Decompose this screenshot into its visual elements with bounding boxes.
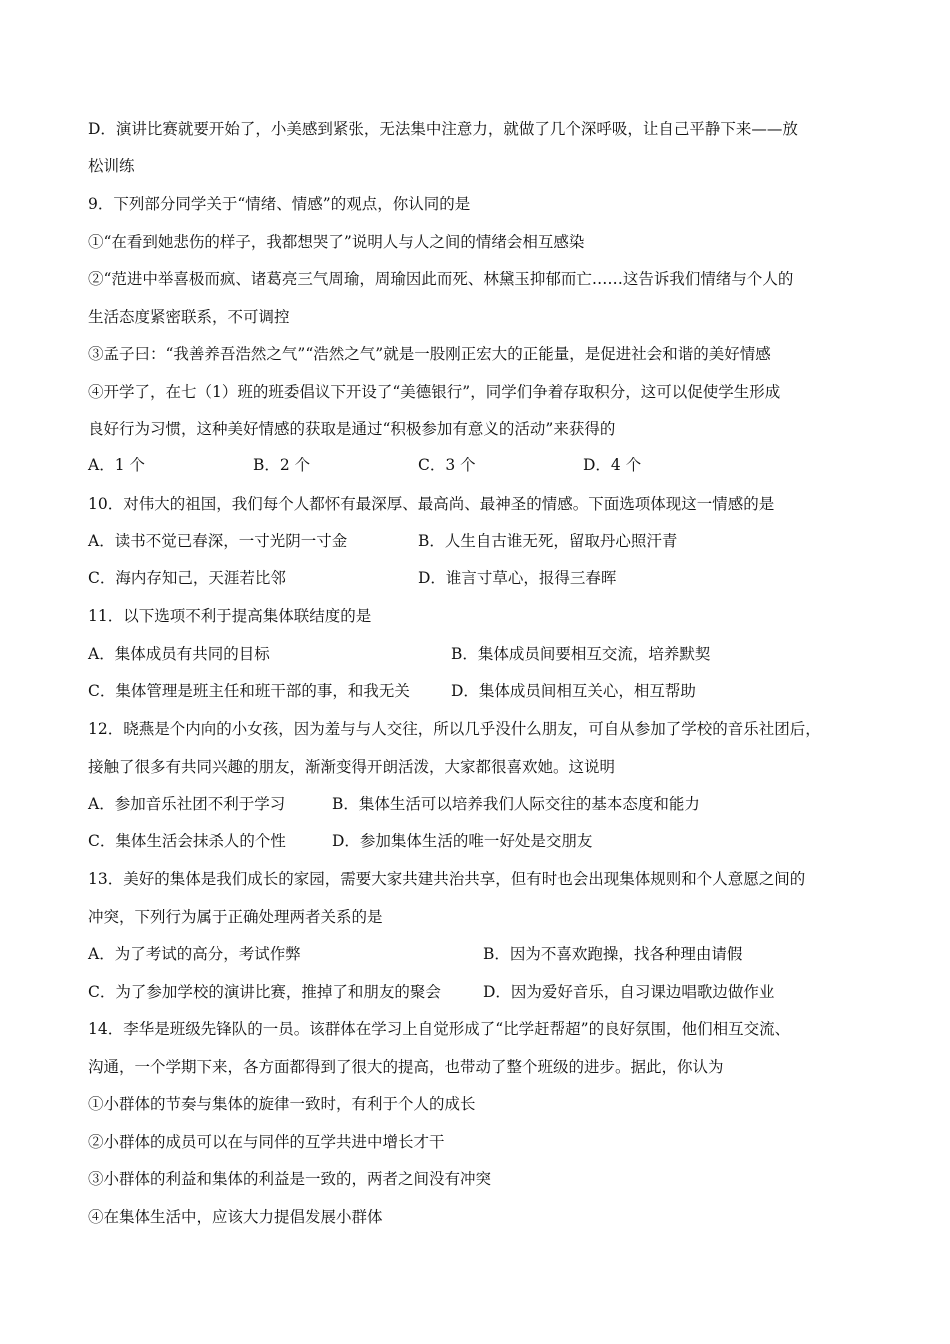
- q11-option-b: B．集体成员间要相互交流，培养默契: [451, 645, 711, 663]
- q8-option-d-line2: 松训练: [88, 157, 135, 175]
- q9-option-a: A．1 个: [88, 456, 145, 474]
- q9-stem: 9．下列部分同学关于“情绪、情感”的观点，你认同的是: [88, 195, 471, 213]
- q9-item-4-line1: ④开学了，在七（1）班的班委倡议下开设了“美德银行”，同学们争着存取积分，这可以促使学生形成: [88, 383, 781, 401]
- q10-stem: 10．对伟大的祖国，我们每个人都怀有最深厚、最高尚、最神圣的情感。下面选项体现这一情感的是: [88, 495, 775, 513]
- q13-option-b: B．因为不喜欢跑操，找各种理由请假: [483, 945, 743, 963]
- q10-option-b: B．人生自古谁无死，留取丹心照汗青: [418, 532, 678, 550]
- q12-option-a: A．参加音乐社团不利于学习: [88, 795, 286, 813]
- q9-option-c: C．3 个: [418, 456, 476, 474]
- q12-option-b: B．集体生活可以培养我们人际交往的基本态度和能力: [332, 795, 700, 813]
- q13-option-d: D．因为爱好音乐，自习课边唱歌边做作业: [483, 983, 775, 1001]
- q14-stem-line2: 沟通，一个学期下来，各方面都得到了很大的提高，也带动了整个班级的进步。据此，你认为: [88, 1058, 724, 1076]
- q10-option-d: D．谁言寸草心，报得三春晖: [418, 569, 617, 587]
- q8-option-d-line1: D．演讲比赛就要开始了，小美感到紧张，无法集中注意力，就做了几个深呼吸，让自己平静下来——放: [88, 120, 798, 138]
- q11-option-a: A．集体成员有共同的目标: [88, 645, 270, 663]
- q9-item-3: ③孟子曰：“我善养吾浩然之气”“浩然之气”就是一股刚正宏大的正能量，是促进社会和谐的美好情感: [88, 345, 771, 363]
- q13-option-c: C．为了参加学校的演讲比赛，推掉了和朋友的聚会: [88, 983, 441, 1001]
- q11-option-d: D．集体成员间相互关心，相互帮助: [451, 682, 696, 700]
- q14-item-3: ③小群体的利益和集体的利益是一致的，两者之间没有冲突: [88, 1170, 492, 1188]
- q10-option-c: C．海内存知己，天涯若比邻: [88, 569, 286, 587]
- q13-option-a: A．为了考试的高分，考试作弊: [88, 945, 301, 963]
- q12-stem-line2: 接触了很多有共同兴趣的朋友，渐渐变得开朗活泼，大家都很喜欢她。这说明: [88, 758, 616, 776]
- q13-stem-line2: 冲突，下列行为属于正确处理两者关系的是: [88, 908, 383, 926]
- q11-stem: 11．以下选项不利于提高集体联结度的是: [88, 607, 372, 625]
- q9-item-2-line2: 生活态度紧密联系，不可调控: [88, 308, 290, 326]
- q10-option-a: A．读书不觉已春深，一寸光阴一寸金: [88, 532, 348, 550]
- q9-item-1: ①“在看到她悲伤的样子，我都想哭了”说明人与人之间的情绪会相互感染: [88, 233, 585, 251]
- q12-stem-line1: 12．晓燕是个内向的小女孩，因为羞与与人交往，所以几乎没什么朋友，可自从参加了学校的音乐社团后，: [88, 720, 821, 738]
- q9-item-4-line2: 良好行为习惯，这种美好情感的获取是通过“积极参加有意义的活动”来获得的: [88, 420, 616, 438]
- q14-item-4: ④在集体生活中，应该大力提倡发展小群体: [88, 1208, 383, 1226]
- q11-option-c: C．集体管理是班主任和班干部的事，和我无关: [88, 682, 410, 700]
- q13-stem-line1: 13．美好的集体是我们成长的家园，需要大家共建共治共享，但有时也会出现集体规则和个人意愿之间的: [88, 870, 806, 888]
- q14-item-2: ②小群体的成员可以在与同伴的互学共进中增长才干: [88, 1133, 445, 1151]
- q14-stem-line1: 14．李华是班级先锋队的一员。该群体在学习上自觉形成了“比学赶帮超”的良好氛围，他们相互交流、: [88, 1020, 791, 1038]
- q12-option-c: C．集体生活会抹杀人的个性: [88, 832, 286, 850]
- q9-option-b: B．2 个: [253, 456, 311, 474]
- q12-option-d: D．参加集体生活的唯一好处是交朋友: [332, 832, 593, 850]
- q14-item-1: ①小群体的节奏与集体的旋律一致时，有利于个人的成长: [88, 1095, 476, 1113]
- q9-option-d: D．4 个: [583, 456, 642, 474]
- q9-item-2-line1: ②“范进中举喜极而疯、诸葛亮三气周瑜，周瑜因此而死、林黛玉抑郁而亡……这告诉我们情绪与个人的: [88, 270, 794, 288]
